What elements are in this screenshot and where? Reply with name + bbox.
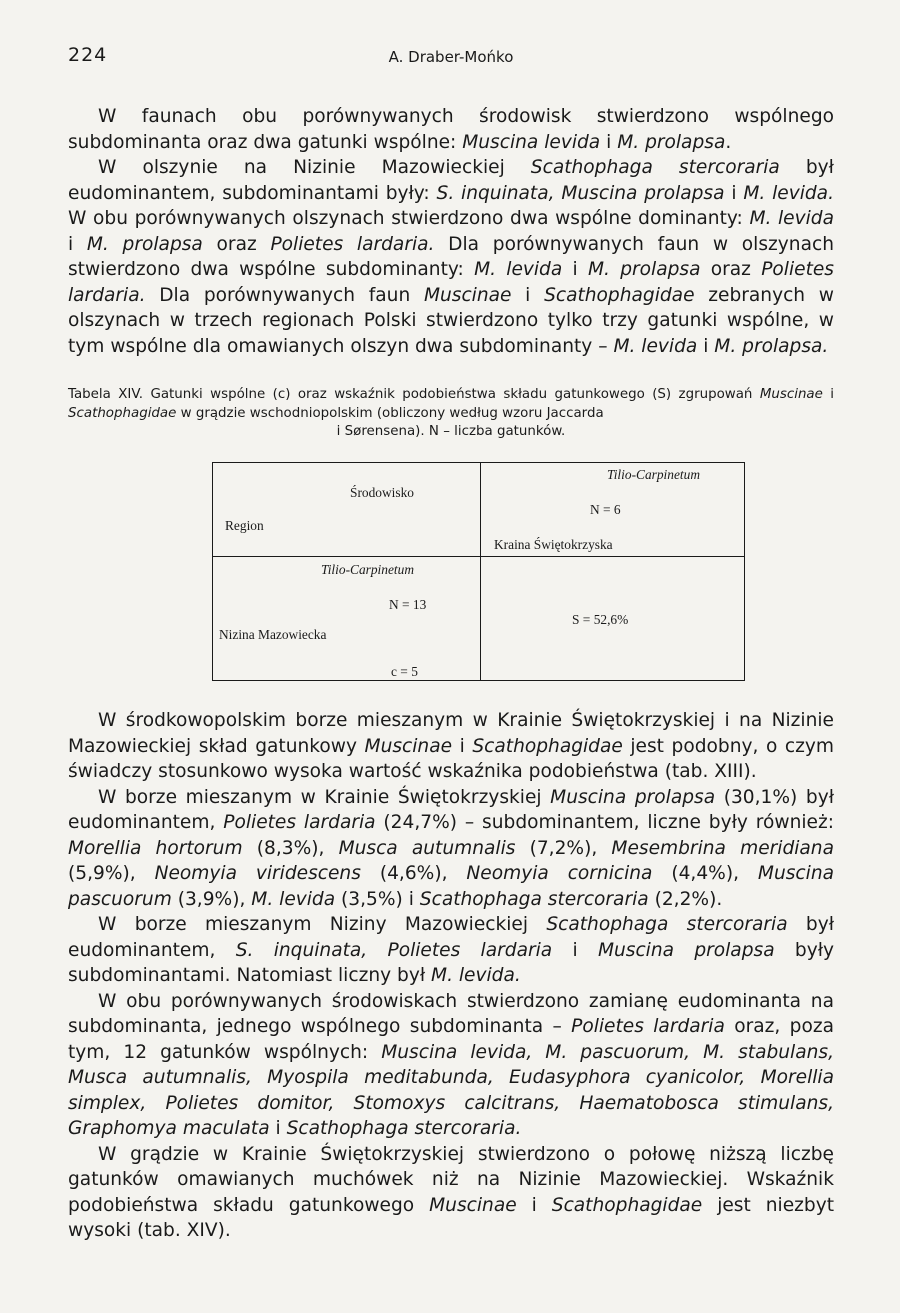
paragraph: W borze mieszanym w Krainie Świętokrzyskiej Muscina prolapsa (30,1%) był eudominantem, Polietes lardaria (24,7%) – subdominantem, liczne były również: Morellia hortorum (8,3%), Musca autumnalis (7,2%), Mesembrina meridiana (5,9%), Neomyia viridescens (4,6%), Neomyia cornicina (4,4%), Muscina pascuorum (3,9%), M. levida (3,5%) i Scathophaga stercoraria (2,2%).: [68, 786, 835, 910]
paragraph: W środkowopolskim borze mieszanym w Krainie Świętokrzyskiej i na Nizinie Mazowieckiej skład gatunkowy Muscinae i Scathophagidae jest podobny, o czym świadczy stosunkowo wysoka wartość wskaźnika podobieństwa (tab. XIII).: [68, 710, 834, 782]
row-species-count: N = 13: [389, 597, 427, 612]
text-block-bottom: [68, 708, 834, 1244]
similarity-index-value: S = 52,6%: [572, 612, 629, 627]
common-species-count: c = 5: [391, 664, 418, 679]
paragraph: W faunach obu porównywanych środowisk stwierdzono wspólnego subdominanta oraz dwa gatunki wspólne: Muscina levida i M. prolapsa.: [68, 106, 834, 153]
paragraph: W olszynie na Nizinie Mazowieckiej Scathophaga stercoraria był eudominantem, subdominantami były: S. inquinata, Muscina prolapsa i M. levida. W obu porównywanych olszynach stwierdzono dwa wspólne dominanty: M. levida i M. prolapsa oraz Polietes lardaria. Dla porównywanych faun w olszynach stwierdzono dwa wspólne subdominanty: M. levida i M. prolapsa oraz Polietes lardaria. Dla porównywanych faun Muscinae i Scathophagidae zebranych w olszynach w trzech regionach Polski stwierdzono tylko trzy gatunki wspólne, w tym wspólne dla omawianych olszyn dwa subdominanty – M. levida i M. prolapsa.: [68, 157, 834, 357]
text-block-top: [68, 104, 834, 359]
corner-region-label: Region: [225, 518, 264, 533]
paragraph: W grądzie w Krainie Świętokrzyskiej stwierdzono o połowę niższą liczbę gatunków omawianych muchówek niż na Nizinie Mazowieckiej. Wskaźnik podobieństwa składu gatunkowego Muscinae i Scathophagidae jest niezbyt wysoki (tab. XIV).: [68, 1143, 834, 1241]
table-divider-horizontal: [213, 556, 744, 557]
row-habitat: Tilio-Carpinetum: [321, 562, 415, 577]
paragraph: W obu porównywanych środowiskach stwierdzono zamianę eudominanta na subdominanta, jednego wspólnego subdominanta – Polietes lardaria oraz, poza tym, 12 gatunków wspólnych: Muscina levida, M. pascuorum, M. stabulans, Musca autumnalis, Myospila meditabunda, Eudasyphora cyanicolor, Morellia simplex, Polietes domitor, Stomoxys calcitrans, Haematobosca stimulans, Graphomya maculata i Scathophaga stercoraria.: [68, 990, 834, 1139]
paragraph: W borze mieszanym Niziny Mazowieckiej Scathophaga stercoraria był eudominantem, S. inquinata, Polietes lardaria i Muscina prolapsa były subdominantami. Natomiast liczny był M. levida.: [68, 914, 834, 986]
running-head: A. Draber-Mońko: [388, 48, 514, 66]
similarity-table: [212, 462, 745, 681]
table-divider-vertical: [480, 463, 481, 680]
table-caption: Tabela XIV. Gatunki wspólne (c) oraz wskaźnik podobieństwa składu gatunkowego (S) zgrupowań Muscinae i Scathophagidae w grądzie wschodniopolskim (obliczony według wzoru Jaccarda i Sørensena). N – liczba gatunków.: [68, 387, 835, 439]
column-species-count: N = 6: [590, 502, 621, 517]
corner-habitat-label: Środowisko: [350, 485, 414, 500]
row-region: Nizina Mazowiecka: [219, 627, 327, 642]
column-region: Kraina Świętokrzyska: [494, 537, 613, 552]
page-number: 224: [68, 44, 108, 66]
page-header: [68, 44, 834, 74]
column-habitat: Tilio-Carpinetum: [607, 467, 701, 482]
